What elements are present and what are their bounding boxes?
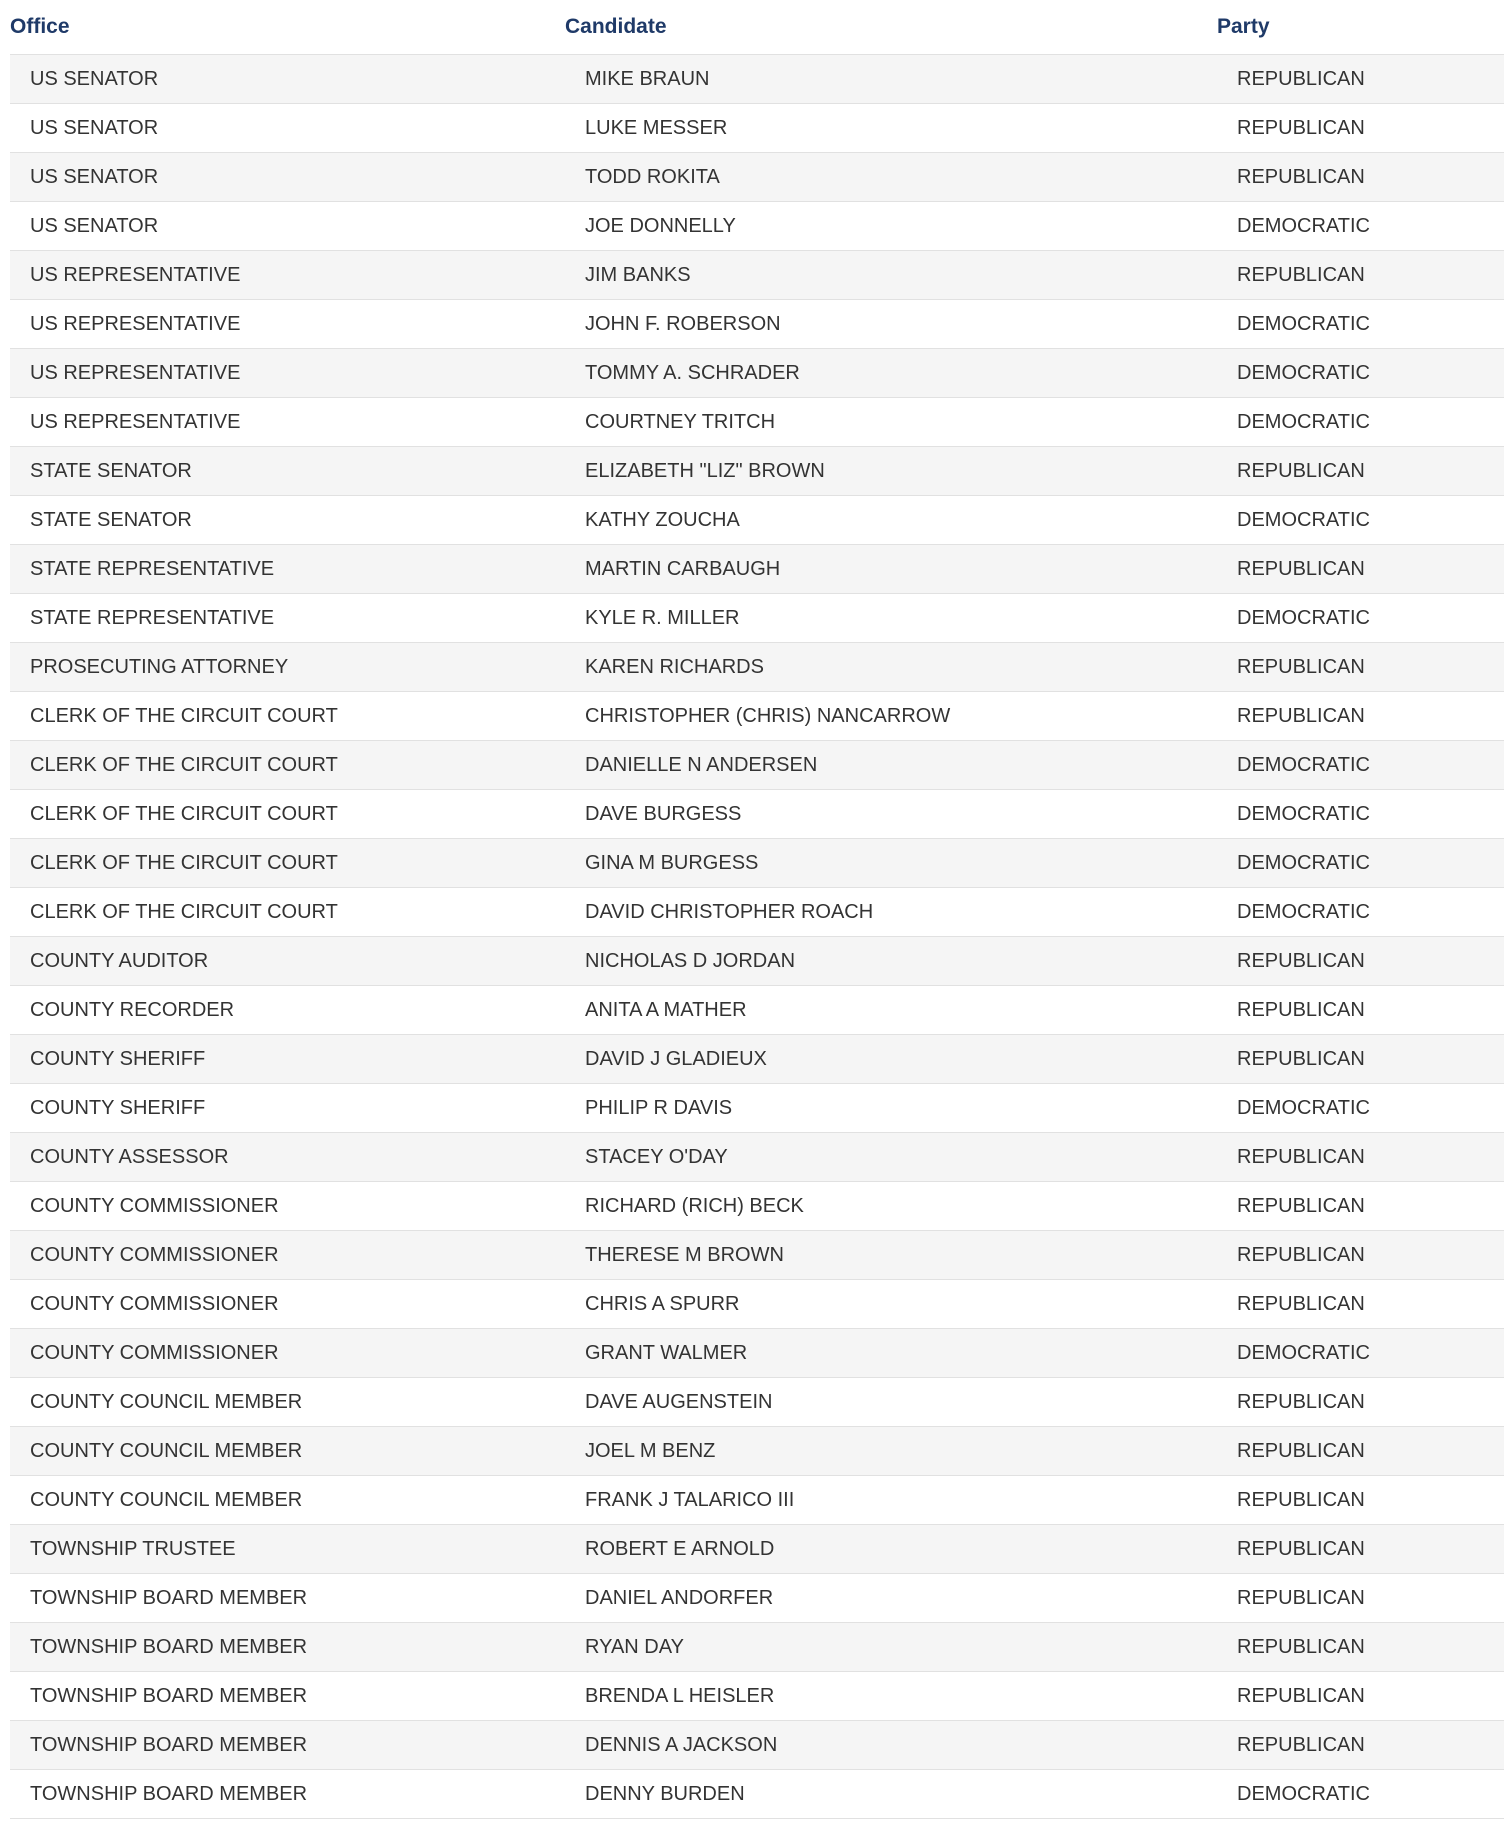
office-cell: STATE SENATOR	[10, 447, 565, 496]
table-row	[10, 202, 1504, 251]
table-body	[10, 55, 1504, 1819]
header-row	[10, 0, 1504, 55]
candidate-cell: ROBERT E ARNOLD	[565, 1525, 1217, 1574]
candidate-cell: GRANT WALMER	[565, 1329, 1217, 1378]
party-cell: REPUBLICAN	[1217, 937, 1504, 986]
party-cell: DEMOCRATIC	[1217, 839, 1504, 888]
office-cell: COUNTY COUNCIL MEMBER	[10, 1427, 565, 1476]
office-cell: COUNTY SHERIFF	[10, 1035, 565, 1084]
candidate-cell: KATHY ZOUCHA	[565, 496, 1217, 545]
candidates-table	[10, 0, 1504, 1819]
party-cell: DEMOCRATIC	[1217, 1329, 1504, 1378]
candidate-cell: ELIZABETH "LIZ" BROWN	[565, 447, 1217, 496]
office-cell: STATE REPRESENTATIVE	[10, 545, 565, 594]
column-header-candidate[interactable]: Candidate	[565, 0, 1217, 55]
candidate-cell: ANITA A MATHER	[565, 986, 1217, 1035]
candidate-cell: DENNIS A JACKSON	[565, 1721, 1217, 1770]
table-row	[10, 1672, 1504, 1721]
party-cell: DEMOCRATIC	[1217, 496, 1504, 545]
table-row	[10, 300, 1504, 349]
candidate-cell: CHRIS A SPURR	[565, 1280, 1217, 1329]
table-row	[10, 496, 1504, 545]
table-row	[10, 1721, 1504, 1770]
table-row	[10, 1280, 1504, 1329]
party-cell: DEMOCRATIC	[1217, 741, 1504, 790]
candidate-cell: BRENDA L HEISLER	[565, 1672, 1217, 1721]
candidate-cell: DAVE AUGENSTEIN	[565, 1378, 1217, 1427]
table-row	[10, 1329, 1504, 1378]
table-row	[10, 1084, 1504, 1133]
party-cell: REPUBLICAN	[1217, 55, 1504, 104]
office-cell: CLERK OF THE CIRCUIT COURT	[10, 839, 565, 888]
office-cell: TOWNSHIP BOARD MEMBER	[10, 1721, 565, 1770]
table-row	[10, 251, 1504, 300]
office-cell: TOWNSHIP BOARD MEMBER	[10, 1770, 565, 1819]
candidate-cell: CHRISTOPHER (CHRIS) NANCARROW	[565, 692, 1217, 741]
office-cell: COUNTY COMMISSIONER	[10, 1231, 565, 1280]
party-cell: REPUBLICAN	[1217, 104, 1504, 153]
candidate-cell: RICHARD (RICH) BECK	[565, 1182, 1217, 1231]
office-cell: US REPRESENTATIVE	[10, 300, 565, 349]
office-cell: CLERK OF THE CIRCUIT COURT	[10, 692, 565, 741]
party-cell: DEMOCRATIC	[1217, 398, 1504, 447]
party-cell: DEMOCRATIC	[1217, 202, 1504, 251]
party-cell: REPUBLICAN	[1217, 1525, 1504, 1574]
table-row	[10, 1378, 1504, 1427]
party-cell: DEMOCRATIC	[1217, 1084, 1504, 1133]
party-cell: REPUBLICAN	[1217, 1427, 1504, 1476]
table-row	[10, 1133, 1504, 1182]
candidate-cell: TODD ROKITA	[565, 153, 1217, 202]
table-row	[10, 1525, 1504, 1574]
office-cell: TOWNSHIP BOARD MEMBER	[10, 1623, 565, 1672]
candidate-cell: MIKE BRAUN	[565, 55, 1217, 104]
party-cell: REPUBLICAN	[1217, 1378, 1504, 1427]
party-cell: REPUBLICAN	[1217, 1231, 1504, 1280]
office-cell: COUNTY COMMISSIONER	[10, 1182, 565, 1231]
party-cell: REPUBLICAN	[1217, 1133, 1504, 1182]
table-row	[10, 447, 1504, 496]
table-header	[10, 0, 1504, 55]
party-cell: REPUBLICAN	[1217, 986, 1504, 1035]
candidate-cell: DANIELLE N ANDERSEN	[565, 741, 1217, 790]
candidate-cell: JOHN F. ROBERSON	[565, 300, 1217, 349]
table-row	[10, 104, 1504, 153]
office-cell: CLERK OF THE CIRCUIT COURT	[10, 741, 565, 790]
office-cell: COUNTY COMMISSIONER	[10, 1329, 565, 1378]
party-cell: REPUBLICAN	[1217, 1623, 1504, 1672]
table-row	[10, 1182, 1504, 1231]
candidate-cell: MARTIN CARBAUGH	[565, 545, 1217, 594]
candidate-cell: JOEL M BENZ	[565, 1427, 1217, 1476]
table-row	[10, 839, 1504, 888]
party-cell: REPUBLICAN	[1217, 153, 1504, 202]
candidate-cell: DENNY BURDEN	[565, 1770, 1217, 1819]
office-cell: COUNTY COUNCIL MEMBER	[10, 1378, 565, 1427]
column-header-party[interactable]: Party	[1217, 0, 1504, 55]
party-cell: REPUBLICAN	[1217, 251, 1504, 300]
party-cell: DEMOCRATIC	[1217, 300, 1504, 349]
table-row	[10, 1770, 1504, 1819]
table-row	[10, 55, 1504, 104]
office-cell: STATE REPRESENTATIVE	[10, 594, 565, 643]
table-row	[10, 937, 1504, 986]
candidate-cell: DAVID J GLADIEUX	[565, 1035, 1217, 1084]
office-cell: CLERK OF THE CIRCUIT COURT	[10, 790, 565, 839]
candidate-cell: THERESE M BROWN	[565, 1231, 1217, 1280]
table-row	[10, 1035, 1504, 1084]
party-cell: REPUBLICAN	[1217, 1672, 1504, 1721]
candidate-cell: JOE DONNELLY	[565, 202, 1217, 251]
party-cell: REPUBLICAN	[1217, 545, 1504, 594]
party-cell: DEMOCRATIC	[1217, 888, 1504, 937]
party-cell: REPUBLICAN	[1217, 447, 1504, 496]
office-cell: STATE SENATOR	[10, 496, 565, 545]
party-cell: REPUBLICAN	[1217, 1574, 1504, 1623]
table-row	[10, 1427, 1504, 1476]
office-cell: COUNTY AUDITOR	[10, 937, 565, 986]
party-cell: REPUBLICAN	[1217, 1721, 1504, 1770]
office-cell: US REPRESENTATIVE	[10, 349, 565, 398]
party-cell: DEMOCRATIC	[1217, 790, 1504, 839]
office-cell: TOWNSHIP BOARD MEMBER	[10, 1574, 565, 1623]
table-row	[10, 1623, 1504, 1672]
office-cell: PROSECUTING ATTORNEY	[10, 643, 565, 692]
office-cell: COUNTY SHERIFF	[10, 1084, 565, 1133]
party-cell: DEMOCRATIC	[1217, 349, 1504, 398]
party-cell: REPUBLICAN	[1217, 1035, 1504, 1084]
table-row	[10, 888, 1504, 937]
table-row	[10, 741, 1504, 790]
office-cell: COUNTY COMMISSIONER	[10, 1280, 565, 1329]
office-cell: US SENATOR	[10, 153, 565, 202]
office-cell: TOWNSHIP TRUSTEE	[10, 1525, 565, 1574]
office-cell: CLERK OF THE CIRCUIT COURT	[10, 888, 565, 937]
table-row	[10, 1231, 1504, 1280]
office-cell: US REPRESENTATIVE	[10, 398, 565, 447]
candidate-cell: KAREN RICHARDS	[565, 643, 1217, 692]
candidate-cell: DANIEL ANDORFER	[565, 1574, 1217, 1623]
candidate-cell: FRANK J TALARICO III	[565, 1476, 1217, 1525]
office-cell: COUNTY ASSESSOR	[10, 1133, 565, 1182]
party-cell: DEMOCRATIC	[1217, 594, 1504, 643]
candidate-cell: GINA M BURGESS	[565, 839, 1217, 888]
party-cell: REPUBLICAN	[1217, 1182, 1504, 1231]
column-header-office[interactable]: Office	[10, 0, 565, 55]
office-cell: TOWNSHIP BOARD MEMBER	[10, 1672, 565, 1721]
candidate-cell: DAVE BURGESS	[565, 790, 1217, 839]
candidate-cell: LUKE MESSER	[565, 104, 1217, 153]
party-cell: REPUBLICAN	[1217, 1476, 1504, 1525]
table-row	[10, 1476, 1504, 1525]
candidate-cell: DAVID CHRISTOPHER ROACH	[565, 888, 1217, 937]
candidate-cell: COURTNEY TRITCH	[565, 398, 1217, 447]
office-cell: US SENATOR	[10, 104, 565, 153]
table-row	[10, 986, 1504, 1035]
party-cell: REPUBLICAN	[1217, 692, 1504, 741]
table-row	[10, 349, 1504, 398]
table-row	[10, 398, 1504, 447]
office-cell: US SENATOR	[10, 202, 565, 251]
office-cell: US REPRESENTATIVE	[10, 251, 565, 300]
candidate-cell: NICHOLAS D JORDAN	[565, 937, 1217, 986]
candidate-cell: TOMMY A. SCHRADER	[565, 349, 1217, 398]
table-row	[10, 545, 1504, 594]
candidate-cell: JIM BANKS	[565, 251, 1217, 300]
office-cell: COUNTY COUNCIL MEMBER	[10, 1476, 565, 1525]
table-row	[10, 692, 1504, 741]
party-cell: DEMOCRATIC	[1217, 1770, 1504, 1819]
party-cell: REPUBLICAN	[1217, 1280, 1504, 1329]
table-row	[10, 790, 1504, 839]
table-row	[10, 153, 1504, 202]
candidate-cell: KYLE R. MILLER	[565, 594, 1217, 643]
candidate-cell: RYAN DAY	[565, 1623, 1217, 1672]
candidate-cell: PHILIP R DAVIS	[565, 1084, 1217, 1133]
office-cell: US SENATOR	[10, 55, 565, 104]
table-row	[10, 1574, 1504, 1623]
candidate-cell: STACEY O'DAY	[565, 1133, 1217, 1182]
table-row	[10, 594, 1504, 643]
party-cell: REPUBLICAN	[1217, 643, 1504, 692]
office-cell: COUNTY RECORDER	[10, 986, 565, 1035]
table-row	[10, 643, 1504, 692]
